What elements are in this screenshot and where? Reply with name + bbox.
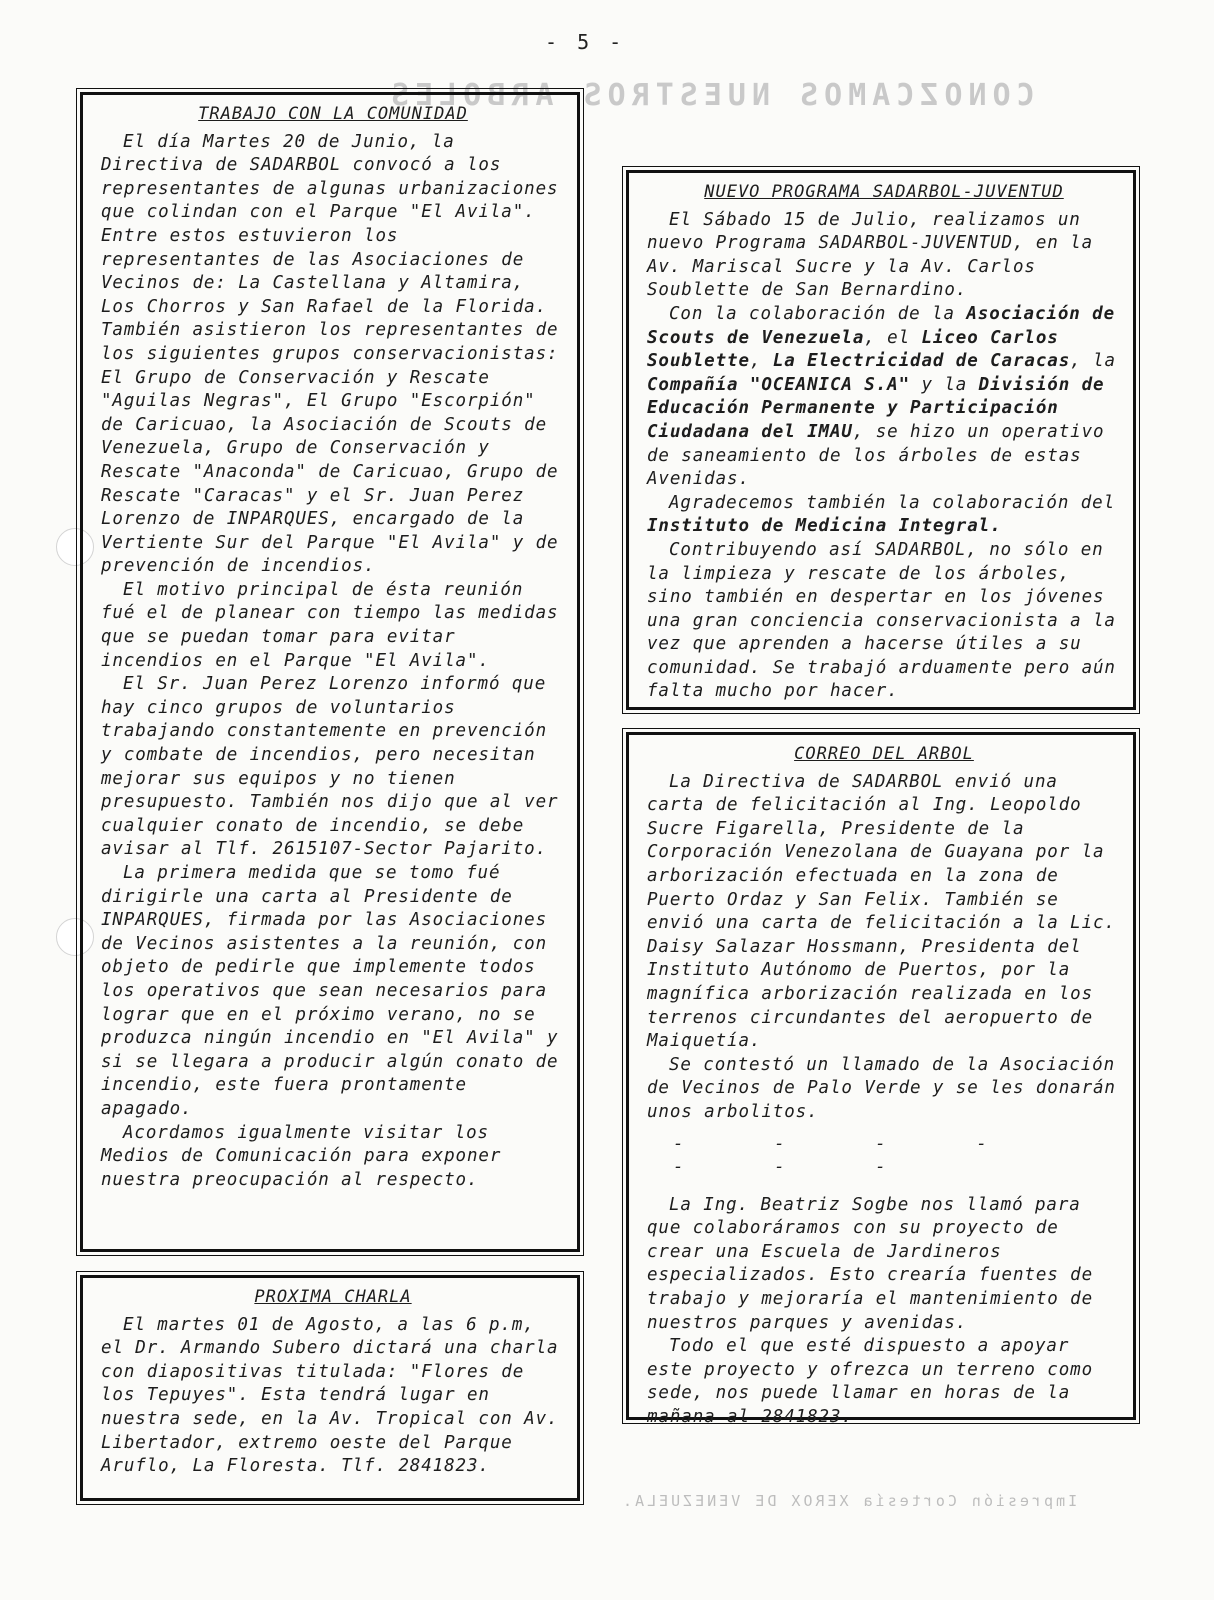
article-paragraph: Agradecemos también la colaboración del Instituto de Medicina Integral. (647, 492, 1115, 537)
article-paragraph: Con la colaboración de la Asociación de Scouts de Venezuela, el Liceo Carlos Soublette, La Electricidad de Caracas, la Compañía "OCEANICA S.A" y la División de Educación Permanente y Participación Ciudadana del IMAU, se hizo un operativo de saneamiento de los árboles de estas Avenidas. (647, 303, 1116, 490)
article-trabajo-comunidad (80, 92, 580, 1252)
page-number: - 5 - (545, 30, 626, 54)
organization-name: División de Educación Permanente y Participación Ciudadana del IMAU (647, 374, 1105, 442)
organization-name: Compañía "OCEANICA S.A" (647, 374, 911, 395)
article-title: NUEVO PROGRAMA SADARBOL-JUVENTUD (704, 182, 1064, 202)
section-separator: - - - - - - - (673, 1133, 1027, 1178)
article-paragraph: El día Martes 20 de Junio, la Directiva de SADARBOL convocó a los representantes de algunas urbanizaciones que colindan con el Parque "El Avila". Entre estos estuvieron los representantes de las Asociaciones de Vecinos de: La Castellana y Altamira, Los Chorros y San Rafael de la Florida. También asistieron los representantes de los siguientes grupos conservacionistas: El Grupo de Conservación y Rescate "Aguilas Negras", El Grupo "Escorpión" de Caricuao, la Asociación de Scouts de Venezuela, Grupo de Conservación y Rescate "Anaconda" de Caricuao, Grupo de Rescate "Caracas" y el Sr. Juan Perez Lorenzo de INPARQUES, encargado de la Vertiente Sur del Parque "El Avila" y de prevención de incendios. (101, 131, 559, 577)
article-paragraph: Todo el que esté dispuesto a apoyar este proyecto y ofrezca un terreno como sede, nos puede llamar en horas de la mañana al 2841823. (647, 1336, 1093, 1428)
organization-name: Asociación de Scouts de Venezuela (647, 303, 1116, 348)
article-title: CORREO DEL ARBOL (794, 744, 974, 764)
article-title: TRABAJO CON LA COMUNIDAD (198, 104, 468, 124)
article-title: PROXIMA CHARLA (254, 1287, 412, 1307)
bleed-through-title: CONOZCAMOS NUESTROS ARBOLES (385, 78, 1035, 113)
article-paragraph: El Sábado 15 de Julio, realizamos un nuevo Programa SADARBOL-JUVENTUD, en la Av. Mariscal Sucre y la Av. Carlos Soublette de San Bernardino. (647, 209, 1093, 301)
article-paragraph: La Directiva de SADARBOL envió una carta de felicitación al Ing. Leopoldo Sucre Figarella, Presidente de la Corporación Venezolana de Guayana por la arborización efectuada en la zona de Puerto Ordaz y San Felix. También se envió una carta de felicitación a la Lic. Daisy Salazar Hossmann, Presidenta del Instituto Autónomo de Puertos, por la magnífica arborización realizada en los terrenos circundantes del aeropuerto de Maiquetía. (647, 771, 1116, 1052)
organization-name: Liceo Carlos Soublette (647, 327, 1059, 372)
organization-name: La Electricidad de Caracas (772, 351, 1071, 372)
article-paragraph: La primera medida que se tomo fué dirigirle una carta al Presidente de INPARQUES, firmada por las Asociaciones de Vecinos asistentes a la reunión, con objeto de pedirle que implemente todos los operativos que sean necesarios para lograr que en el próximo verano, no se produzca ningún incendio en "El Avila" y si se llegara a producir algún conato de incendio, este fuera prontamente apagado. (101, 863, 559, 1119)
article-paragraph: Se contestó un llamado de la Asociación de Vecinos de Palo Verde y se les donarán unos arbolitos. (647, 1054, 1116, 1122)
article-paragraph: La Ing. Beatriz Sogbe nos llamó para que colaboráramos con su proyecto de crear una Escuela de Jardineros especializados. Esto crearía fuentes de trabajo y mejoraría el mantenimiento de nuestros parques y avenidas. (647, 1194, 1093, 1333)
bleed-through-footer: Impresión Cortesía XEROX DE VENEZUELA. (620, 1492, 1078, 1510)
article-paragraph: El martes 01 de Agosto, a las 6 p.m, el Dr. Armando Subero dictará una charla con diapositivas titulada: "Flores de los Tepuyes". Esta tendrá lugar en nuestra sede, en la Av. Tropical con Av. Libertador, extremo oeste del Parque Aruflo, La Floresta. Tlf. 2841823. (101, 1314, 559, 1477)
article-paragraph: El motivo principal de ésta reunión fué el de planear con tiempo las medidas que se puedan tomar para evitar incendios en el Parque "El Avila". (101, 579, 559, 671)
article-paragraph: Contribuyendo así SADARBOL, no sólo en la limpieza y rescate de los árboles, sino también en despertar en los jóvenes una gran conciencia conservacionista a la vez que aprenden a hacerse útiles a su comunidad. Se trabajó arduamente pero aún falta mucho por hacer. (647, 539, 1116, 702)
article-paragraph: Acordamos igualmente visitar los Medios de Comunicación para exponer nuestra preocupación al respecto. (101, 1122, 502, 1190)
article-proxima-charla (80, 1275, 580, 1501)
article-correo-arbol (626, 732, 1136, 1428)
organization-name: Instituto de Medicina Integral. (647, 516, 1002, 537)
article-paragraph: El Sr. Juan Perez Lorenzo informó que hay cinco grupos de voluntarios trabajando constantemente en prevención y combate de incendios, pero necesitan mejorar sus equipos y no tienen presupuesto. También nos dijo que al ver cualquier conato de incendio, se debe avisar al Tlf. 2615107-Sector Pajarito. (101, 674, 559, 860)
article-nuevo-programa (626, 170, 1136, 710)
